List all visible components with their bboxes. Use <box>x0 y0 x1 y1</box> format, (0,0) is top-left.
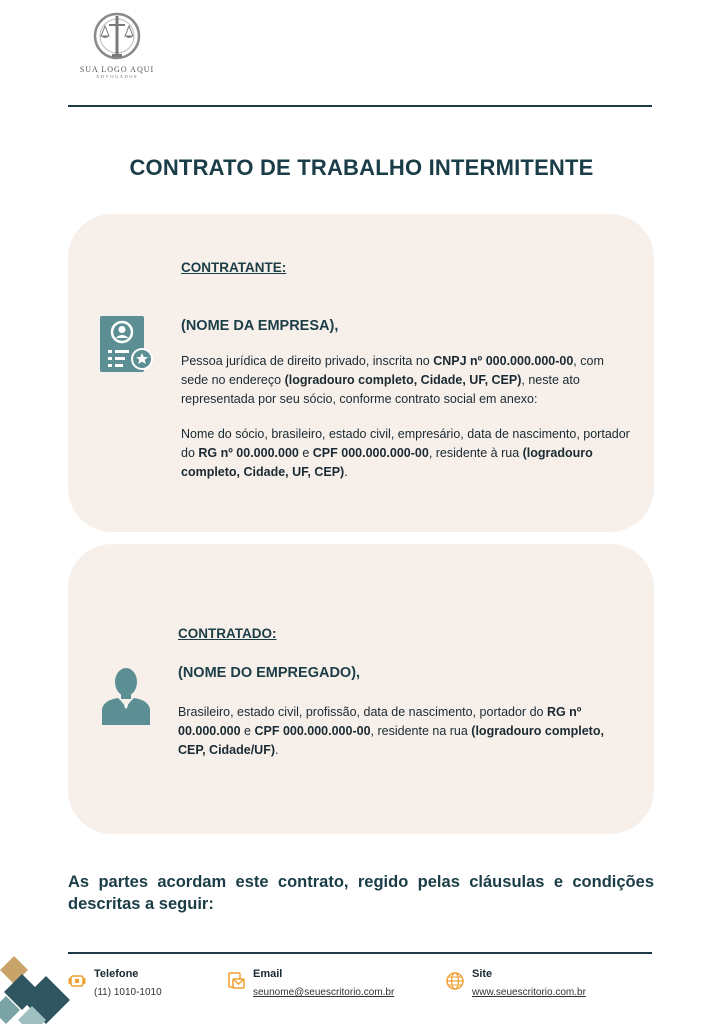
contratado-heading: CONTRATADO: <box>178 626 277 641</box>
email-icon <box>227 972 245 995</box>
header-divider <box>68 105 652 107</box>
company-name: (NOME DA EMPRESA), <box>181 318 339 334</box>
footer-divider <box>68 952 652 954</box>
document-title: CONTRATO DE TRABALHO INTERMITENTE <box>129 155 594 180</box>
logo-text: SUA LOGO AQUI <box>79 65 155 74</box>
scales-sword-logo-icon <box>91 10 143 64</box>
phone-icon <box>68 972 86 995</box>
phone-value: (11) 1010-1010 <box>94 987 162 998</box>
logo <box>78 10 156 79</box>
contratante-paragraph-1: Pessoa jurídica de direito privado, inscrita no CNPJ nº 000.000.000-00, com sede no endereço (logradouro completo, Cidade, UF, CEP), neste ato representada por seu sócio, conforme contrato social em anexo: <box>181 354 604 406</box>
phone-label: Telefone <box>94 968 139 980</box>
employee-name: (NOME DO EMPREGADO), <box>178 665 361 681</box>
contratado-card <box>68 544 654 834</box>
closing-statement: As partes acordam este contrato, regido pelas cláusulas e condições descritas a seguir: <box>68 873 654 913</box>
site-link[interactable]: www.seuescritorio.com.br <box>472 987 586 998</box>
contratante-heading: CONTRATANTE: <box>181 260 287 275</box>
email-label: Email <box>253 968 283 980</box>
company-profile-icon <box>100 316 156 379</box>
email-link[interactable]: seunome@seuescritorio.com.br <box>253 987 395 998</box>
employee-person-icon <box>100 665 152 730</box>
contratado-paragraph: Brasileiro, estado civil, profissão, data de nascimento, portador do RG nº 00.000.000 e CPF 000.000.000-00, residente na rua (logradouro completo, CEP, Cidade/UF). <box>178 705 604 757</box>
globe-icon <box>446 972 464 995</box>
contratante-paragraph-2: Nome do sócio, brasileiro, estado civil, empresário, data de nascimento, portador do RG nº 00.000.000 e CPF 000.000.000-00, residente à rua (logradouro completo, Cidade, UF, CEP). <box>181 427 630 479</box>
logo-subtext: ADVOGADOS <box>95 74 138 79</box>
site-label: Site <box>472 968 493 980</box>
